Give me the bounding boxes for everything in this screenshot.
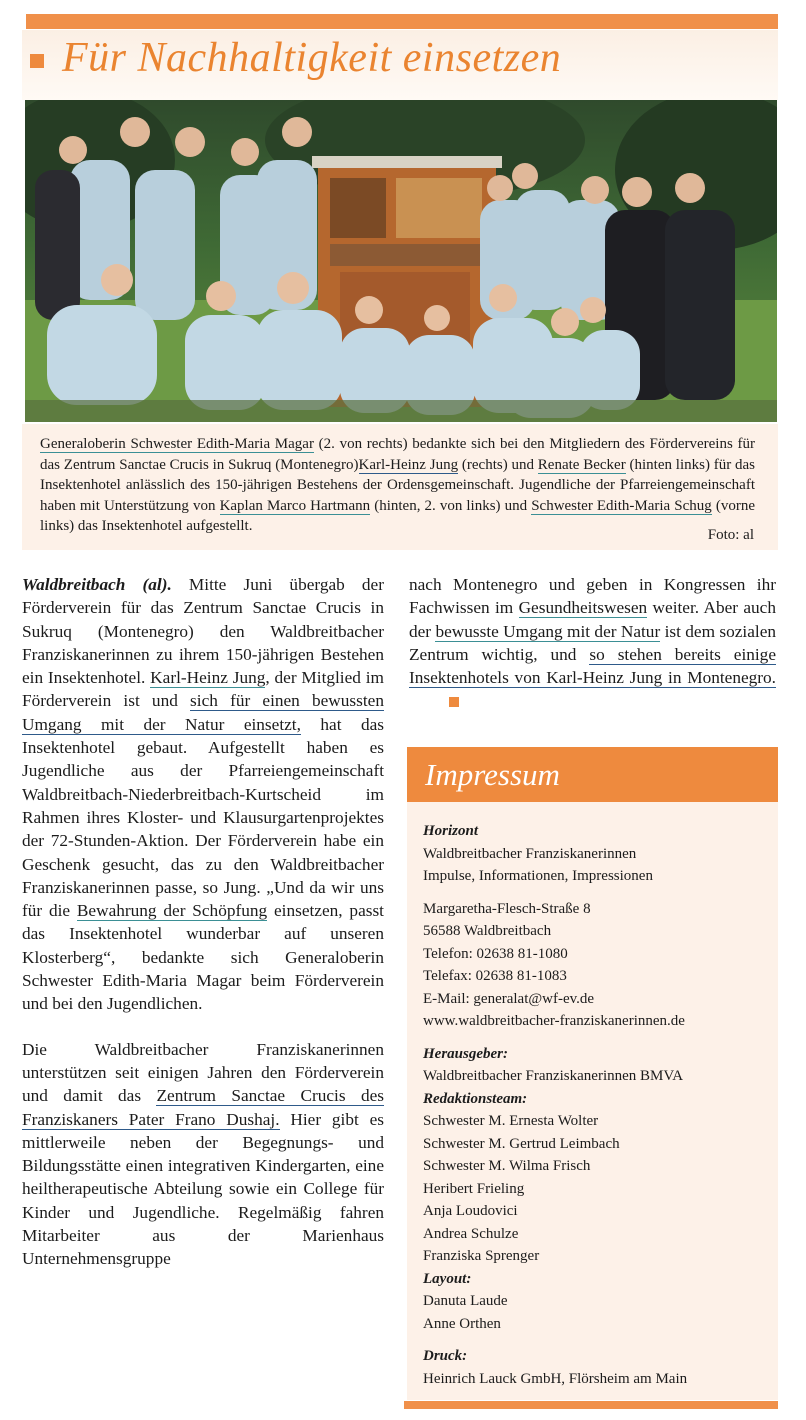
headline-square-marker: [30, 54, 44, 68]
caption-part: (hinten links) für das Insektenhotel anlässlich des 150-jährigen Bestehens der Ordensgemeinschaft. Jugendliche der Pfarreiengemeinschaft haben mit Unterstützung von: [40, 456, 756, 514]
text-run: , der Mitglied im Förderverein ist und: [22, 668, 384, 711]
redaktion-member: Franziska Sprenger: [423, 1248, 540, 1264]
redaktion-member: Schwester M. Wilma Frisch: [423, 1158, 591, 1174]
caption-name-becker: Renate Becker: [537, 456, 626, 473]
redaktion-label: Redaktionsteam:: [423, 1090, 528, 1107]
layout-member: Anne Orthen: [423, 1315, 501, 1332]
redaktion-member: Schwester M. Ernesta Wolter: [423, 1113, 599, 1129]
redaktion-member: Andrea Schulze: [423, 1225, 519, 1242]
herausgeber: Waldbreitbacher Franziskanerinnen BMVA: [423, 1068, 684, 1084]
headline-band: [22, 30, 778, 100]
text-run: Mitte Juni übergab der Förderverein für das Zentrum Sanctae Crucis in Sukruq (Montenegro) den Waldbreitbacher Franziskanerinnen zu ihrem 150-jährigen Bestehen ein Insektenhotel.: [22, 575, 384, 688]
horizont-line: Impulse, Informationen, Impressionen: [423, 868, 653, 884]
underlined-phrase: so stehen bereits einige Insektenhotels von Karl-Heinz Jung in Montenegro.: [409, 644, 776, 688]
article-column-left: [22, 573, 384, 1271]
text-run: Die Waldbreitbacher Franziskanerinnen unterstützen seit einigen Jahren den Förderverein und damit das: [22, 1039, 384, 1106]
text-run: einsetzen, passt das Insektenhotel wunderbar auf unseren Klosterberg“, bedankte sich Generaloberin Schwester Edith-Maria Magar beim Förderverein und bei den Jugendlichen.: [22, 901, 384, 1014]
underlined-phrase: Gesundheitswesen: [518, 598, 648, 618]
caption-part: (2. von rechts) bedankte sich bei den Mitgliedern des Fördervereins für das Zentrum Sanctae Crucis in Sukruq (Montenegro): [40, 436, 755, 473]
email: E-Mail: generalat@wf-ev.de: [423, 990, 595, 1007]
impressum-content: [423, 820, 773, 1390]
caption-part: (rechts) und: [458, 456, 538, 473]
caption-name-hartmann: Kaplan Marco Hartmann: [219, 497, 371, 514]
text-run: Hier gibt es mittlerweile neben der Begegnungs- und Bildungsstätte einen integrativen Kindergarten, eine heiltherapeutische Abteilung sowie ein College für Kinder und Jugendliche. Regelmäßig fahren Mitarbeiter aus der Marienhaus Unternehmensgruppe: [22, 1109, 384, 1269]
underlined-phrase: bewusste Umgang mit der Natur: [435, 621, 661, 641]
article-paragraph-1: [22, 573, 384, 1016]
redaktion-member: Heribert Frieling: [423, 1180, 525, 1197]
underlined-phrase: Bewahrung der Schöpfung: [76, 901, 268, 921]
druck: Heinrich Lauck GmbH, Flörsheim am Main: [423, 1370, 688, 1387]
text-run: hat das Insektenhotel gebaut. Aufgestellt haben es Jugendliche aus der Pfarreiengemeinschaft Waldbreitbach-Niederbreitbach-Kurtscheid im Rahmen ihres Kloster- und Klausurgartenprojektes der 72-Stunden-Aktion. Der Förderverein habe ein Geschenk gesucht, das zu den Waldbreitbacher Franziskanerinnen passe, so Jung. „Und da wir uns für die: [22, 714, 384, 921]
caption-part: (hinten, 2. von links) und: [370, 497, 532, 514]
layout-label: Layout:: [423, 1270, 472, 1287]
text-run: weiter. Aber auch der: [409, 598, 776, 641]
top-accent-bar: [26, 14, 778, 29]
layout-member: Danuta Laude: [423, 1293, 508, 1309]
caption-text: [22, 424, 778, 537]
underlined-phrase: Zentrum Sanctae Crucis des Franziskaners Pater Frano Dushaj.: [22, 1086, 385, 1129]
photo-caption: [22, 424, 778, 550]
phone: Telefon: 02638 81-1080: [423, 945, 568, 962]
impressum-header: [407, 747, 778, 802]
caption-name-schug: Schwester Edith-Maria Schug: [531, 497, 712, 514]
text-run: ist dem sozialen Zentrum wichtig, und: [409, 621, 777, 664]
bottom-accent-bar: [404, 1401, 778, 1409]
article-paragraph-2: [22, 1038, 384, 1271]
horizont-line: Waldbreitbacher Franziskanerinnen: [423, 845, 637, 862]
article-column-right: [409, 573, 776, 713]
address-line: 56588 Waldbreitbach: [423, 923, 552, 939]
redaktion-member: Anja Loudovici: [423, 1203, 518, 1219]
underlined-phrase: sich für einen bewussten Umgang mit der Natur einsetzt,: [22, 691, 384, 734]
horizont-label: Horizont: [423, 823, 479, 839]
underlined-phrase: Karl-Heinz Jung: [150, 668, 266, 688]
photo-credit: Foto: al: [707, 527, 754, 543]
dateline: Waldbreitbach (al).: [22, 575, 172, 594]
website: www.waldbreitbacher-franziskanerinnen.de: [423, 1013, 685, 1029]
herausgeber-label: Herausgeber:: [423, 1045, 508, 1062]
impressum-title: Impressum: [425, 757, 560, 792]
impressum-box: [407, 802, 778, 1400]
article-title: Für Nachhaltigkeit einsetzen: [62, 35, 562, 81]
group-photo: [25, 100, 777, 422]
fax: Telefax: 02638 81-1083: [423, 968, 567, 984]
text-run: nach Montenegro und geben in Kongressen ihr Fachwissen im: [409, 575, 776, 618]
caption-name-magar: Generaloberin Schwester Edith-Maria Magar: [40, 436, 314, 452]
caption-part: (vorne links) das Insektenhotel aufgestellt.: [40, 497, 755, 534]
druck-label: Druck:: [423, 1348, 468, 1364]
article-paragraph-3: [409, 573, 776, 713]
caption-name-jung: Karl-Heinz Jung: [358, 456, 459, 473]
redaktion-member: Schwester M. Gertrud Leimbach: [423, 1135, 620, 1152]
address-line: Margaretha-Flesch-Straße 8: [423, 900, 591, 917]
article-end-marker: [449, 697, 459, 707]
